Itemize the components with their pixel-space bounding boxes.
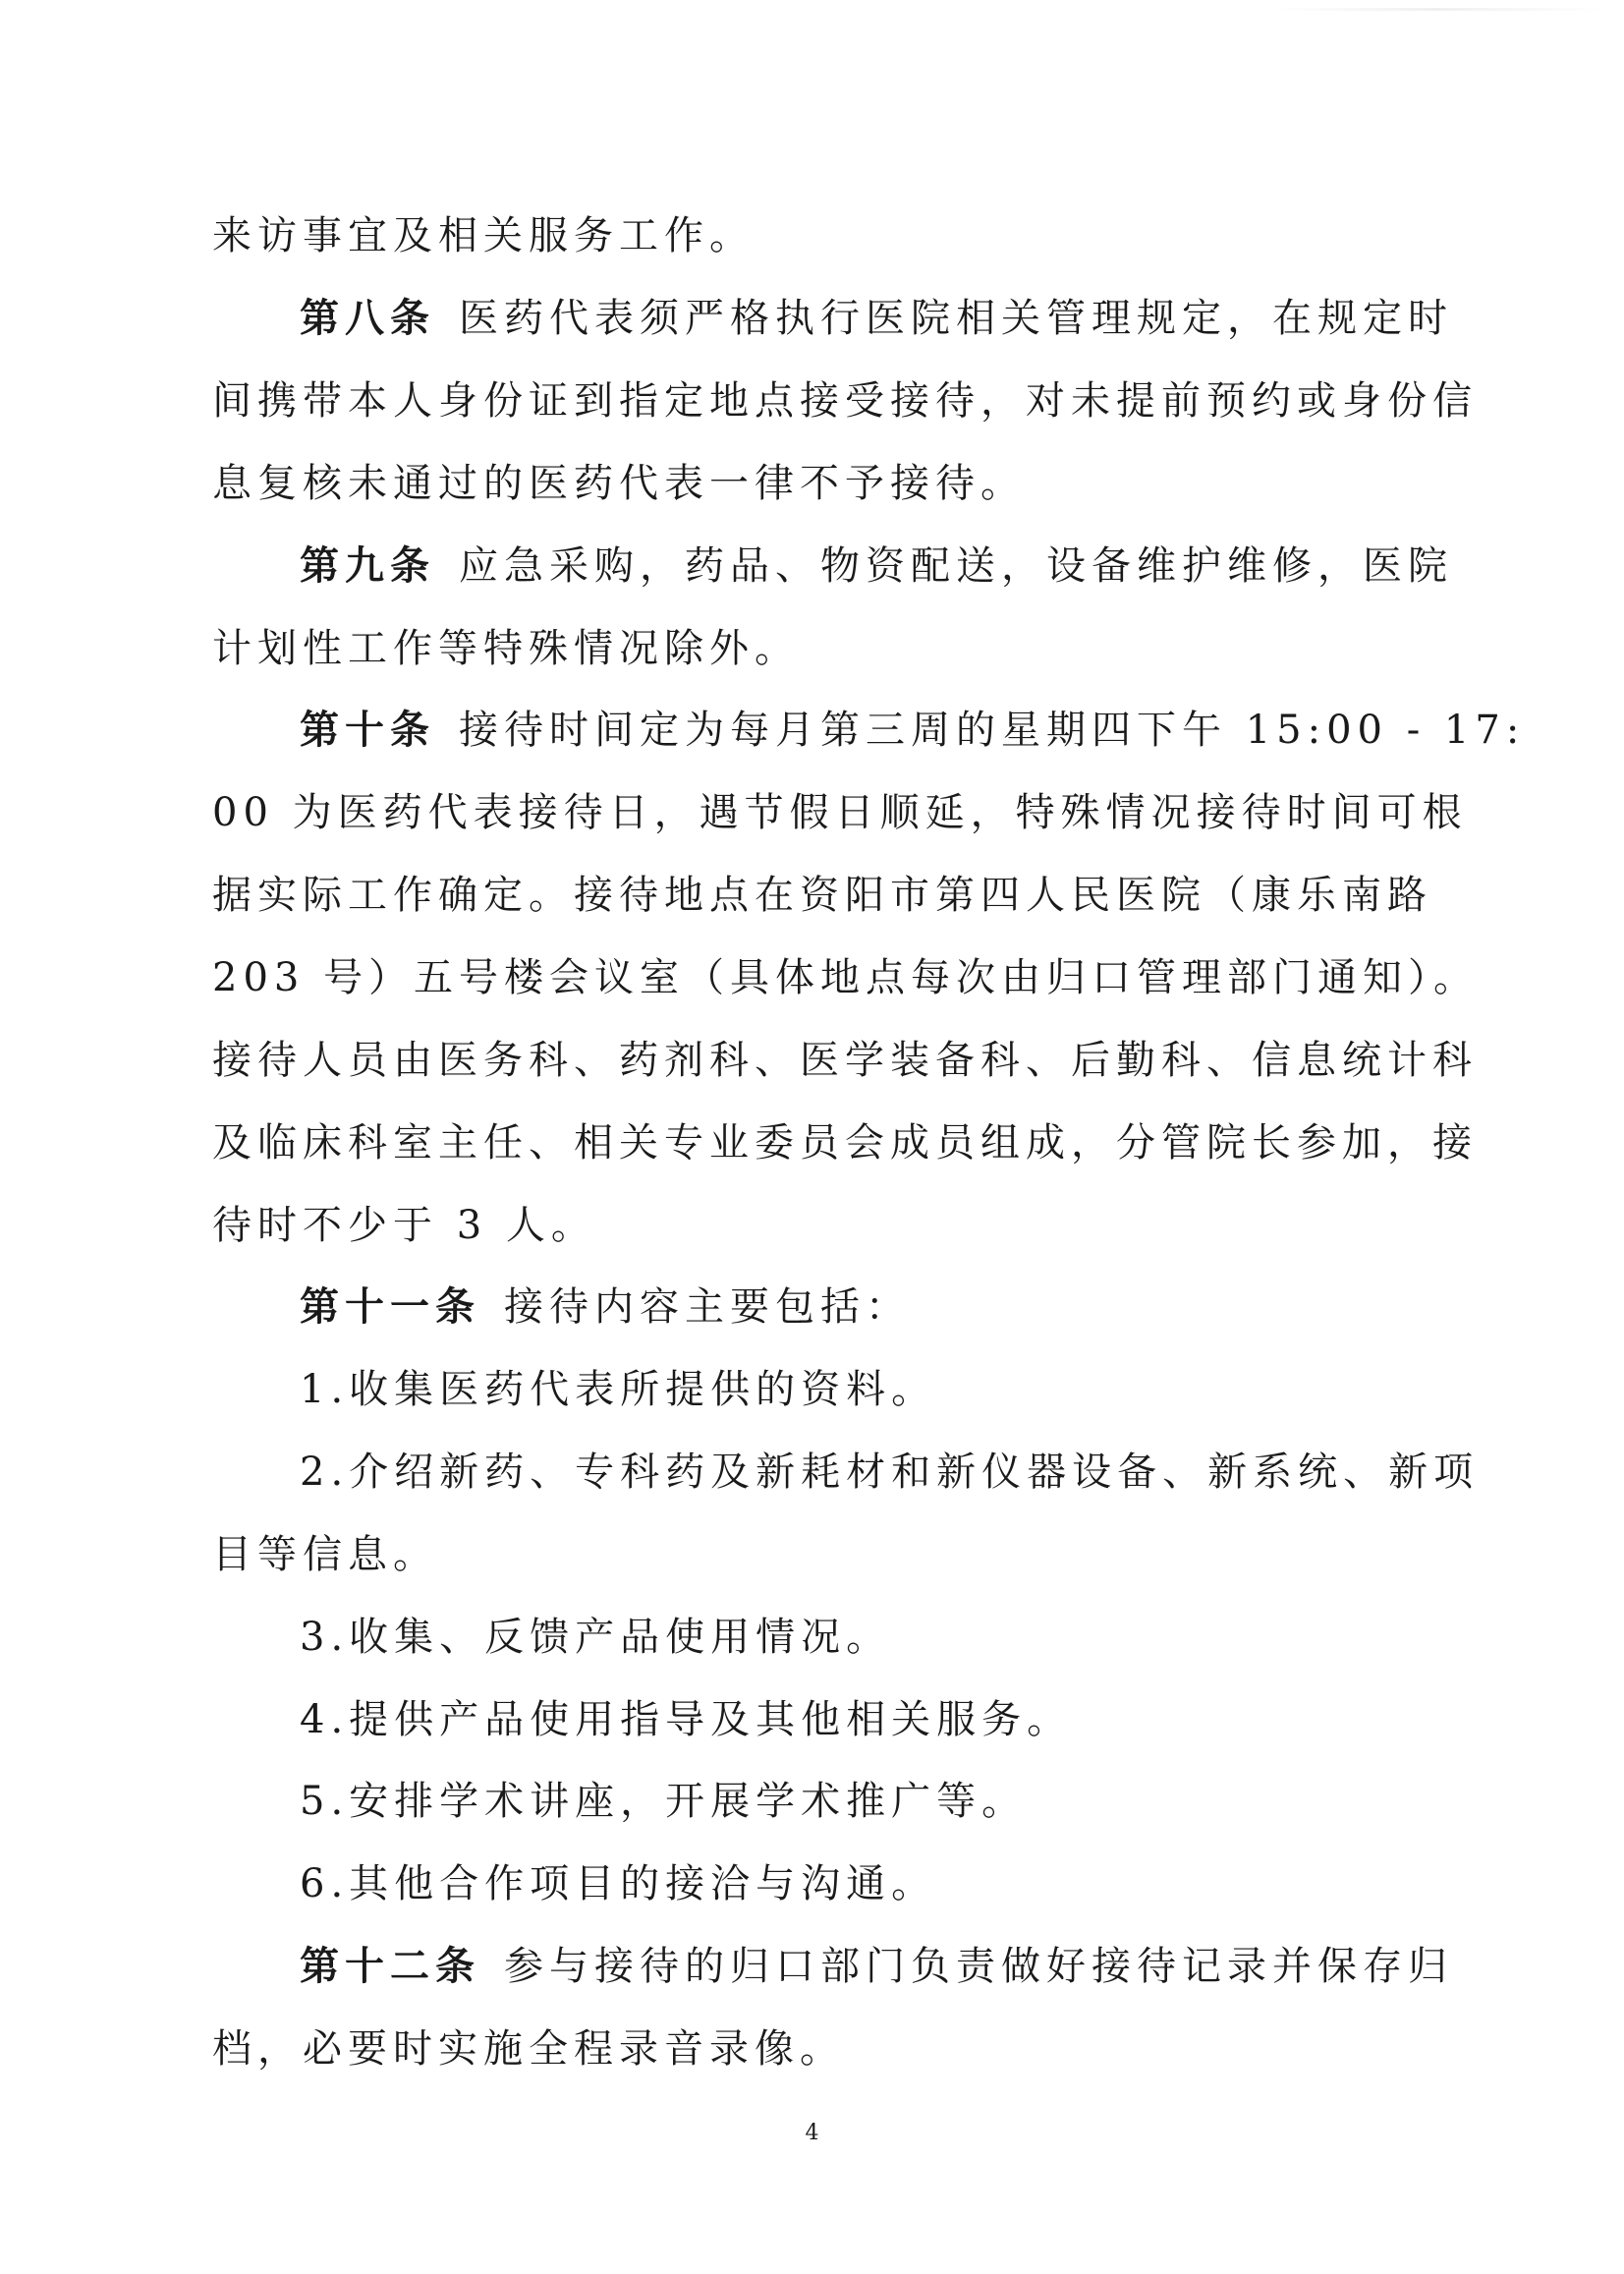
text-line: 间携带本人身份证到指定地点接受接待，对未提前预约或身份信 — [212, 378, 1478, 424]
article-9-text: 应急采购，药品、物资配送，设备维护维修，医院 — [459, 543, 1453, 589]
text-line: 档，必要时实施全程录音录像。 — [212, 2026, 845, 2072]
text-line: 据实际工作确定。接待地点在资阳市第四人民医院（康乐南路 — [212, 873, 1432, 918]
article-8-heading: 第八条 — [300, 296, 435, 341]
text-line: 计划性工作等特殊情况除外。 — [212, 626, 800, 671]
text-line: 00 为医药代表接待日，遇节假日顺延，特殊情况接待时间可根 — [212, 790, 1468, 835]
article-9-line — [300, 539, 1508, 594]
list-item: 6.其他合作项目的接洽与沟通。 — [300, 1861, 937, 1906]
text-line: 203 号）五号楼会议室（具体地点每次由归口管理部门通知）。 — [212, 955, 1480, 1000]
article-8-line — [300, 291, 1508, 346]
list-item: 3.收集、反馈产品使用情况。 — [300, 1615, 892, 1660]
article-12-heading: 第十二条 — [300, 1944, 480, 1989]
article-12-text: 参与接待的归口部门负责做好接待记录并保存归 — [504, 1944, 1453, 1989]
article-12-line — [300, 1939, 1508, 1994]
article-10-line — [300, 703, 1526, 758]
text-line: 及临床科室主任、相关专业委员会成员组成，分管院长参加，接 — [212, 1120, 1478, 1165]
list-item: 1.收集医药代表所提供的资料。 — [300, 1367, 937, 1412]
list-item-continuation: 目等信息。 — [212, 1532, 438, 1577]
text-line: 来访事宜及相关服务工作。 — [212, 213, 755, 258]
text-line: 待时不少于 3 人。 — [212, 1203, 596, 1248]
article-11-text: 接待内容主要包括： — [504, 1284, 911, 1330]
article-9-heading: 第九条 — [300, 543, 435, 589]
article-8-text: 医药代表须严格执行医院相关管理规定，在规定时 — [459, 296, 1453, 341]
article-10-heading: 第十条 — [300, 708, 435, 753]
page-number: 4 — [805, 2121, 819, 2145]
text-line: 息复核未通过的医药代表一律不予接待。 — [212, 461, 1026, 506]
article-10-text: 接待时间定为每月第三周的星期四下午 15:00 - 17: — [459, 708, 1526, 753]
article-11-line — [300, 1279, 1508, 1335]
text-line: 接待人员由医务科、药剂科、医学装备科、后勤科、信息统计科 — [212, 1038, 1478, 1083]
scan-artifact — [1270, 8, 1604, 11]
list-item: 4.提供产品使用指导及其他相关服务。 — [300, 1697, 1073, 1742]
article-11-heading: 第十一条 — [300, 1284, 480, 1330]
list-item: 5.安排学术讲座，开展学术推广等。 — [300, 1779, 1028, 1824]
list-item: 2.介绍新药、专科药及新耗材和新仪器设备、新系统、新项 — [300, 1450, 1480, 1495]
